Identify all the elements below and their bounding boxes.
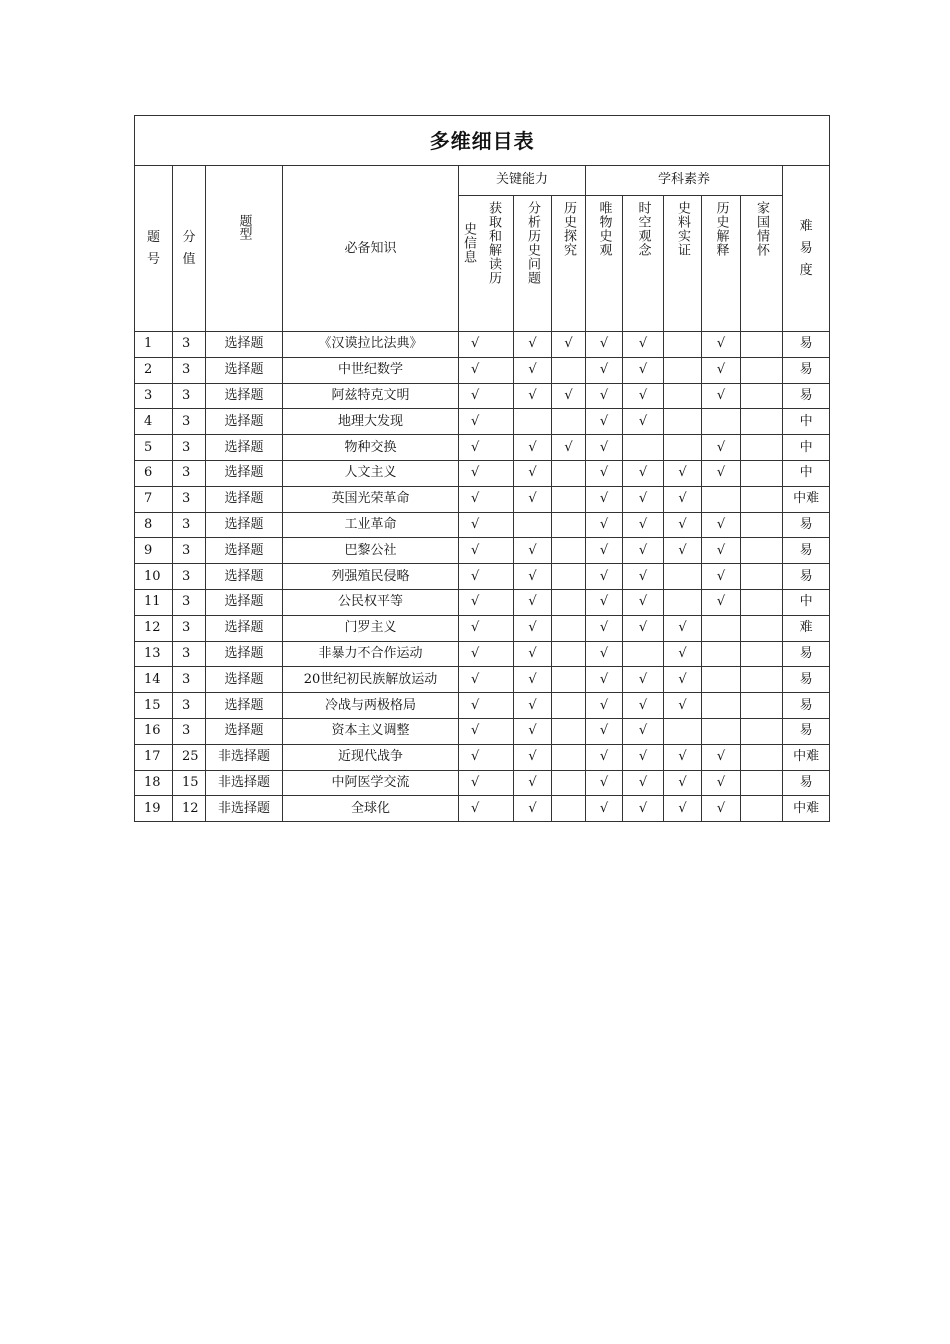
cell-knowledge: 阿兹特克文明 [283, 383, 459, 409]
cell-check-mark: √ [623, 589, 664, 615]
cell-check-mark [702, 667, 741, 693]
header-knowledge: 必备知识 [283, 166, 459, 332]
cell-question-type: 选择题 [206, 332, 283, 358]
cell-knowledge: 冷战与两极格局 [283, 693, 459, 719]
cell-check-mark: √ [664, 770, 702, 796]
cell-score: 3 [173, 718, 206, 744]
header-ka-col1 [459, 195, 514, 331]
cell-check-mark: √ [586, 357, 623, 383]
table-row [135, 589, 830, 615]
cell-difficulty: 易 [783, 693, 830, 719]
cell-check-mark [702, 718, 741, 744]
table-row [135, 693, 830, 719]
cell-check-mark: √ [623, 357, 664, 383]
header-dl-col2 [623, 195, 664, 331]
cell-check-mark [741, 512, 783, 538]
cell-difficulty: 中难 [783, 796, 830, 822]
cell-check-mark: √ [586, 383, 623, 409]
cell-check-mark [552, 409, 586, 435]
table-row [135, 409, 830, 435]
cell-check-mark: √ [702, 332, 741, 358]
cell-score: 3 [173, 615, 206, 641]
cell-check-mark: √ [586, 589, 623, 615]
cell-check-mark: √ [514, 693, 552, 719]
cell-score: 3 [173, 357, 206, 383]
cell-check-mark: √ [459, 383, 514, 409]
cell-check-mark: √ [702, 589, 741, 615]
table-row [135, 460, 830, 486]
cell-check-mark: √ [459, 667, 514, 693]
cell-check-mark: √ [623, 332, 664, 358]
cell-check-mark: √ [702, 383, 741, 409]
cell-check-mark [623, 435, 664, 461]
cell-score: 3 [173, 589, 206, 615]
cell-check-mark: √ [459, 332, 514, 358]
cell-check-mark: √ [514, 718, 552, 744]
header-ka-col1-a: 史信息 [461, 221, 476, 264]
cell-check-mark: √ [586, 435, 623, 461]
cell-check-mark: √ [586, 641, 623, 667]
cell-check-mark: √ [702, 460, 741, 486]
header-dl-col1-text: 唯物史观 [596, 200, 612, 257]
cell-question-number: 10 [135, 564, 173, 590]
cell-check-mark: √ [664, 796, 702, 822]
cell-check-mark: √ [459, 435, 514, 461]
cell-check-mark: √ [552, 383, 586, 409]
cell-check-mark [664, 332, 702, 358]
table-row [135, 667, 830, 693]
header-dl-col5-text: 家国情怀 [754, 200, 769, 257]
cell-score: 3 [173, 564, 206, 590]
cell-score: 15 [173, 770, 206, 796]
cell-knowledge: 资本主义调整 [283, 718, 459, 744]
cell-check-mark: √ [623, 693, 664, 719]
cell-knowledge: 英国光荣革命 [283, 486, 459, 512]
cell-question-number: 5 [135, 435, 173, 461]
cell-question-type: 选择题 [206, 693, 283, 719]
cell-check-mark: √ [552, 332, 586, 358]
cell-check-mark [702, 486, 741, 512]
cell-knowledge: 人文主义 [283, 460, 459, 486]
cell-check-mark: √ [664, 615, 702, 641]
cell-check-mark: √ [459, 770, 514, 796]
cell-check-mark [552, 641, 586, 667]
header-ka-col3-text: 历史探究 [561, 200, 576, 257]
cell-score: 3 [173, 512, 206, 538]
cell-score: 3 [173, 641, 206, 667]
cell-check-mark: √ [623, 409, 664, 435]
cell-check-mark: √ [514, 744, 552, 770]
cell-check-mark: √ [623, 538, 664, 564]
cell-check-mark [741, 667, 783, 693]
cell-check-mark: √ [514, 796, 552, 822]
cell-check-mark [741, 460, 783, 486]
cell-question-number: 1 [135, 332, 173, 358]
cell-question-type: 选择题 [206, 357, 283, 383]
cell-knowledge: 工业革命 [283, 512, 459, 538]
header-score [173, 166, 206, 332]
cell-knowledge: 全球化 [283, 796, 459, 822]
cell-question-number: 6 [135, 460, 173, 486]
cell-question-number: 8 [135, 512, 173, 538]
cell-score: 3 [173, 460, 206, 486]
cell-check-mark [552, 667, 586, 693]
detail-table-sheet [134, 115, 829, 822]
cell-question-type: 选择题 [206, 383, 283, 409]
cell-check-mark [623, 641, 664, 667]
cell-check-mark: √ [514, 383, 552, 409]
cell-difficulty: 易 [783, 357, 830, 383]
header-score-text: 分值 [182, 229, 196, 267]
cell-check-mark: √ [586, 718, 623, 744]
cell-knowledge: 公民权平等 [283, 589, 459, 615]
cell-question-type: 选择题 [206, 718, 283, 744]
cell-question-number: 13 [135, 641, 173, 667]
cell-check-mark [552, 615, 586, 641]
cell-check-mark: √ [459, 589, 514, 615]
cell-question-number: 3 [135, 383, 173, 409]
cell-check-mark [664, 409, 702, 435]
cell-check-mark: √ [586, 796, 623, 822]
cell-question-number: 16 [135, 718, 173, 744]
cell-difficulty: 易 [783, 718, 830, 744]
cell-score: 3 [173, 667, 206, 693]
multi-dimension-table [134, 115, 830, 822]
cell-question-number: 15 [135, 693, 173, 719]
header-dl-col4 [702, 195, 741, 331]
cell-knowledge: 20世纪初民族解放运动 [283, 667, 459, 693]
cell-check-mark: √ [664, 693, 702, 719]
table-row [135, 615, 830, 641]
cell-check-mark: √ [514, 589, 552, 615]
header-ka-col3 [552, 195, 586, 331]
cell-question-number: 2 [135, 357, 173, 383]
cell-check-mark: √ [623, 796, 664, 822]
cell-score: 3 [173, 383, 206, 409]
cell-check-mark: √ [623, 718, 664, 744]
cell-check-mark: √ [623, 486, 664, 512]
cell-knowledge: 列强殖民侵略 [283, 564, 459, 590]
cell-check-mark: √ [702, 744, 741, 770]
cell-check-mark: √ [702, 512, 741, 538]
cell-score: 3 [173, 435, 206, 461]
cell-check-mark [552, 770, 586, 796]
cell-difficulty: 易 [783, 564, 830, 590]
cell-question-type: 选择题 [206, 564, 283, 590]
cell-check-mark: √ [514, 486, 552, 512]
cell-question-number: 7 [135, 486, 173, 512]
cell-check-mark [664, 589, 702, 615]
cell-question-number: 14 [135, 667, 173, 693]
header-dl-col5 [741, 195, 783, 331]
cell-check-mark [741, 564, 783, 590]
cell-check-mark: √ [623, 512, 664, 538]
cell-question-number: 18 [135, 770, 173, 796]
cell-check-mark [741, 538, 783, 564]
cell-check-mark: √ [586, 486, 623, 512]
cell-check-mark: √ [459, 641, 514, 667]
cell-check-mark [741, 718, 783, 744]
table-row [135, 641, 830, 667]
cell-check-mark [741, 435, 783, 461]
cell-check-mark: √ [702, 538, 741, 564]
cell-check-mark: √ [586, 667, 623, 693]
cell-check-mark: √ [623, 744, 664, 770]
table-row [135, 332, 830, 358]
group-discipline-literacy: 学科素养 [586, 166, 783, 196]
cell-check-mark: √ [586, 538, 623, 564]
cell-check-mark: √ [702, 796, 741, 822]
cell-question-number: 11 [135, 589, 173, 615]
cell-knowledge: 门罗主义 [283, 615, 459, 641]
cell-check-mark [514, 409, 552, 435]
cell-check-mark [514, 512, 552, 538]
cell-score: 3 [173, 538, 206, 564]
cell-check-mark [741, 589, 783, 615]
table-row [135, 770, 830, 796]
cell-check-mark: √ [586, 460, 623, 486]
cell-check-mark: √ [702, 435, 741, 461]
cell-check-mark: √ [623, 383, 664, 409]
cell-check-mark: √ [623, 615, 664, 641]
cell-check-mark: √ [586, 744, 623, 770]
cell-question-type: 非选择题 [206, 796, 283, 822]
cell-score: 3 [173, 332, 206, 358]
cell-check-mark [664, 383, 702, 409]
table-row [135, 486, 830, 512]
header-type-text: 题型 [236, 214, 252, 240]
cell-knowledge: 物种交换 [283, 435, 459, 461]
cell-check-mark [741, 332, 783, 358]
cell-check-mark: √ [514, 460, 552, 486]
cell-check-mark [552, 486, 586, 512]
cell-question-type: 非选择题 [206, 744, 283, 770]
cell-check-mark [702, 693, 741, 719]
cell-check-mark: √ [459, 486, 514, 512]
cell-check-mark: √ [459, 512, 514, 538]
cell-check-mark: √ [664, 486, 702, 512]
cell-check-mark: √ [586, 770, 623, 796]
cell-check-mark: √ [514, 357, 552, 383]
cell-check-mark [552, 538, 586, 564]
cell-check-mark: √ [702, 564, 741, 590]
cell-check-mark: √ [586, 615, 623, 641]
cell-check-mark [552, 744, 586, 770]
cell-check-mark: √ [664, 512, 702, 538]
cell-difficulty: 易 [783, 538, 830, 564]
header-dl-col1 [586, 195, 623, 331]
header-num [135, 166, 173, 332]
header-num-text: 题号 [146, 229, 160, 267]
cell-check-mark [552, 796, 586, 822]
cell-difficulty: 中 [783, 435, 830, 461]
cell-check-mark [702, 641, 741, 667]
cell-check-mark [741, 409, 783, 435]
cell-check-mark [741, 383, 783, 409]
cell-check-mark: √ [664, 641, 702, 667]
cell-check-mark: √ [459, 718, 514, 744]
cell-score: 3 [173, 486, 206, 512]
table-row [135, 383, 830, 409]
header-difficulty [783, 166, 830, 332]
cell-check-mark: √ [623, 460, 664, 486]
cell-check-mark: √ [459, 460, 514, 486]
cell-check-mark: √ [459, 796, 514, 822]
cell-check-mark: √ [459, 615, 514, 641]
cell-check-mark [552, 718, 586, 744]
cell-check-mark [664, 357, 702, 383]
cell-difficulty: 中难 [783, 486, 830, 512]
cell-check-mark: √ [586, 409, 623, 435]
header-dl-col2-text: 时空观念 [635, 200, 651, 257]
header-dl-col3-text: 史料实证 [675, 200, 690, 257]
cell-question-number: 12 [135, 615, 173, 641]
header-ka-col1-b: 获取和解读历 [486, 200, 501, 285]
cell-check-mark: √ [514, 538, 552, 564]
cell-check-mark [741, 770, 783, 796]
cell-score: 25 [173, 744, 206, 770]
cell-knowledge: 近现代战争 [283, 744, 459, 770]
header-ka-col2 [514, 195, 552, 331]
cell-question-number: 9 [135, 538, 173, 564]
cell-check-mark [552, 460, 586, 486]
cell-check-mark [552, 693, 586, 719]
group-key-ability: 关键能力 [459, 166, 586, 196]
cell-question-number: 19 [135, 796, 173, 822]
cell-check-mark [702, 409, 741, 435]
cell-difficulty: 中 [783, 460, 830, 486]
cell-check-mark: √ [459, 357, 514, 383]
cell-difficulty: 易 [783, 667, 830, 693]
cell-check-mark: √ [514, 332, 552, 358]
cell-check-mark [664, 718, 702, 744]
cell-check-mark: √ [664, 744, 702, 770]
cell-knowledge: 巴黎公社 [283, 538, 459, 564]
header-dl-col4-text: 历史解释 [713, 200, 729, 257]
cell-check-mark: √ [514, 770, 552, 796]
cell-check-mark: √ [586, 693, 623, 719]
cell-check-mark [552, 564, 586, 590]
cell-question-type: 选择题 [206, 538, 283, 564]
cell-difficulty: 难 [783, 615, 830, 641]
cell-question-type: 选择题 [206, 486, 283, 512]
cell-check-mark: √ [664, 667, 702, 693]
cell-check-mark: √ [586, 564, 623, 590]
cell-check-mark: √ [586, 332, 623, 358]
header-dl-col3 [664, 195, 702, 331]
cell-question-type: 选择题 [206, 667, 283, 693]
cell-check-mark: √ [514, 615, 552, 641]
cell-knowledge: 非暴力不合作运动 [283, 641, 459, 667]
cell-difficulty: 易 [783, 641, 830, 667]
table-title: 多维细目表 [135, 116, 830, 166]
cell-difficulty: 易 [783, 770, 830, 796]
cell-check-mark [552, 512, 586, 538]
table-row [135, 718, 830, 744]
cell-question-type: 选择题 [206, 641, 283, 667]
cell-knowledge: 《汉谟拉比法典》 [283, 332, 459, 358]
cell-check-mark: √ [459, 744, 514, 770]
cell-score: 12 [173, 796, 206, 822]
cell-check-mark [552, 589, 586, 615]
header-difficulty-text: 难易度 [799, 218, 813, 278]
cell-check-mark: √ [514, 564, 552, 590]
table-row [135, 796, 830, 822]
cell-question-type: 非选择题 [206, 770, 283, 796]
cell-check-mark [664, 435, 702, 461]
cell-check-mark: √ [514, 641, 552, 667]
cell-check-mark: √ [459, 538, 514, 564]
table-row [135, 744, 830, 770]
cell-question-type: 选择题 [206, 435, 283, 461]
cell-score: 3 [173, 693, 206, 719]
table-row [135, 435, 830, 461]
cell-difficulty: 易 [783, 512, 830, 538]
cell-check-mark: √ [664, 538, 702, 564]
header-type [206, 166, 283, 332]
cell-check-mark: √ [514, 435, 552, 461]
cell-check-mark: √ [623, 667, 664, 693]
cell-check-mark: √ [459, 693, 514, 719]
cell-question-type: 选择题 [206, 615, 283, 641]
cell-difficulty: 易 [783, 383, 830, 409]
cell-check-mark [664, 564, 702, 590]
cell-check-mark: √ [552, 435, 586, 461]
cell-check-mark: √ [586, 512, 623, 538]
cell-check-mark: √ [702, 357, 741, 383]
cell-check-mark [741, 693, 783, 719]
cell-difficulty: 中难 [783, 744, 830, 770]
cell-difficulty: 中 [783, 589, 830, 615]
cell-check-mark: √ [514, 667, 552, 693]
cell-difficulty: 易 [783, 332, 830, 358]
cell-question-type: 选择题 [206, 512, 283, 538]
table-row [135, 564, 830, 590]
cell-knowledge: 中阿医学交流 [283, 770, 459, 796]
cell-question-type: 选择题 [206, 589, 283, 615]
cell-question-type: 选择题 [206, 409, 283, 435]
cell-check-mark [741, 641, 783, 667]
cell-check-mark [741, 744, 783, 770]
cell-question-type: 选择题 [206, 460, 283, 486]
table-row [135, 538, 830, 564]
cell-score: 3 [173, 409, 206, 435]
cell-knowledge: 中世纪数学 [283, 357, 459, 383]
cell-question-number: 17 [135, 744, 173, 770]
cell-knowledge: 地理大发现 [283, 409, 459, 435]
cell-check-mark [741, 486, 783, 512]
cell-check-mark [741, 615, 783, 641]
cell-check-mark: √ [623, 564, 664, 590]
cell-question-number: 4 [135, 409, 173, 435]
cell-check-mark [741, 796, 783, 822]
cell-check-mark: √ [702, 770, 741, 796]
cell-check-mark: √ [664, 460, 702, 486]
header-ka-col2-text: 分析历史问题 [525, 200, 540, 285]
cell-check-mark [552, 357, 586, 383]
cell-check-mark: √ [459, 564, 514, 590]
cell-check-mark: √ [459, 409, 514, 435]
table-row [135, 512, 830, 538]
cell-check-mark [741, 357, 783, 383]
cell-check-mark [702, 615, 741, 641]
table-row [135, 357, 830, 383]
cell-difficulty: 中 [783, 409, 830, 435]
cell-check-mark: √ [623, 770, 664, 796]
